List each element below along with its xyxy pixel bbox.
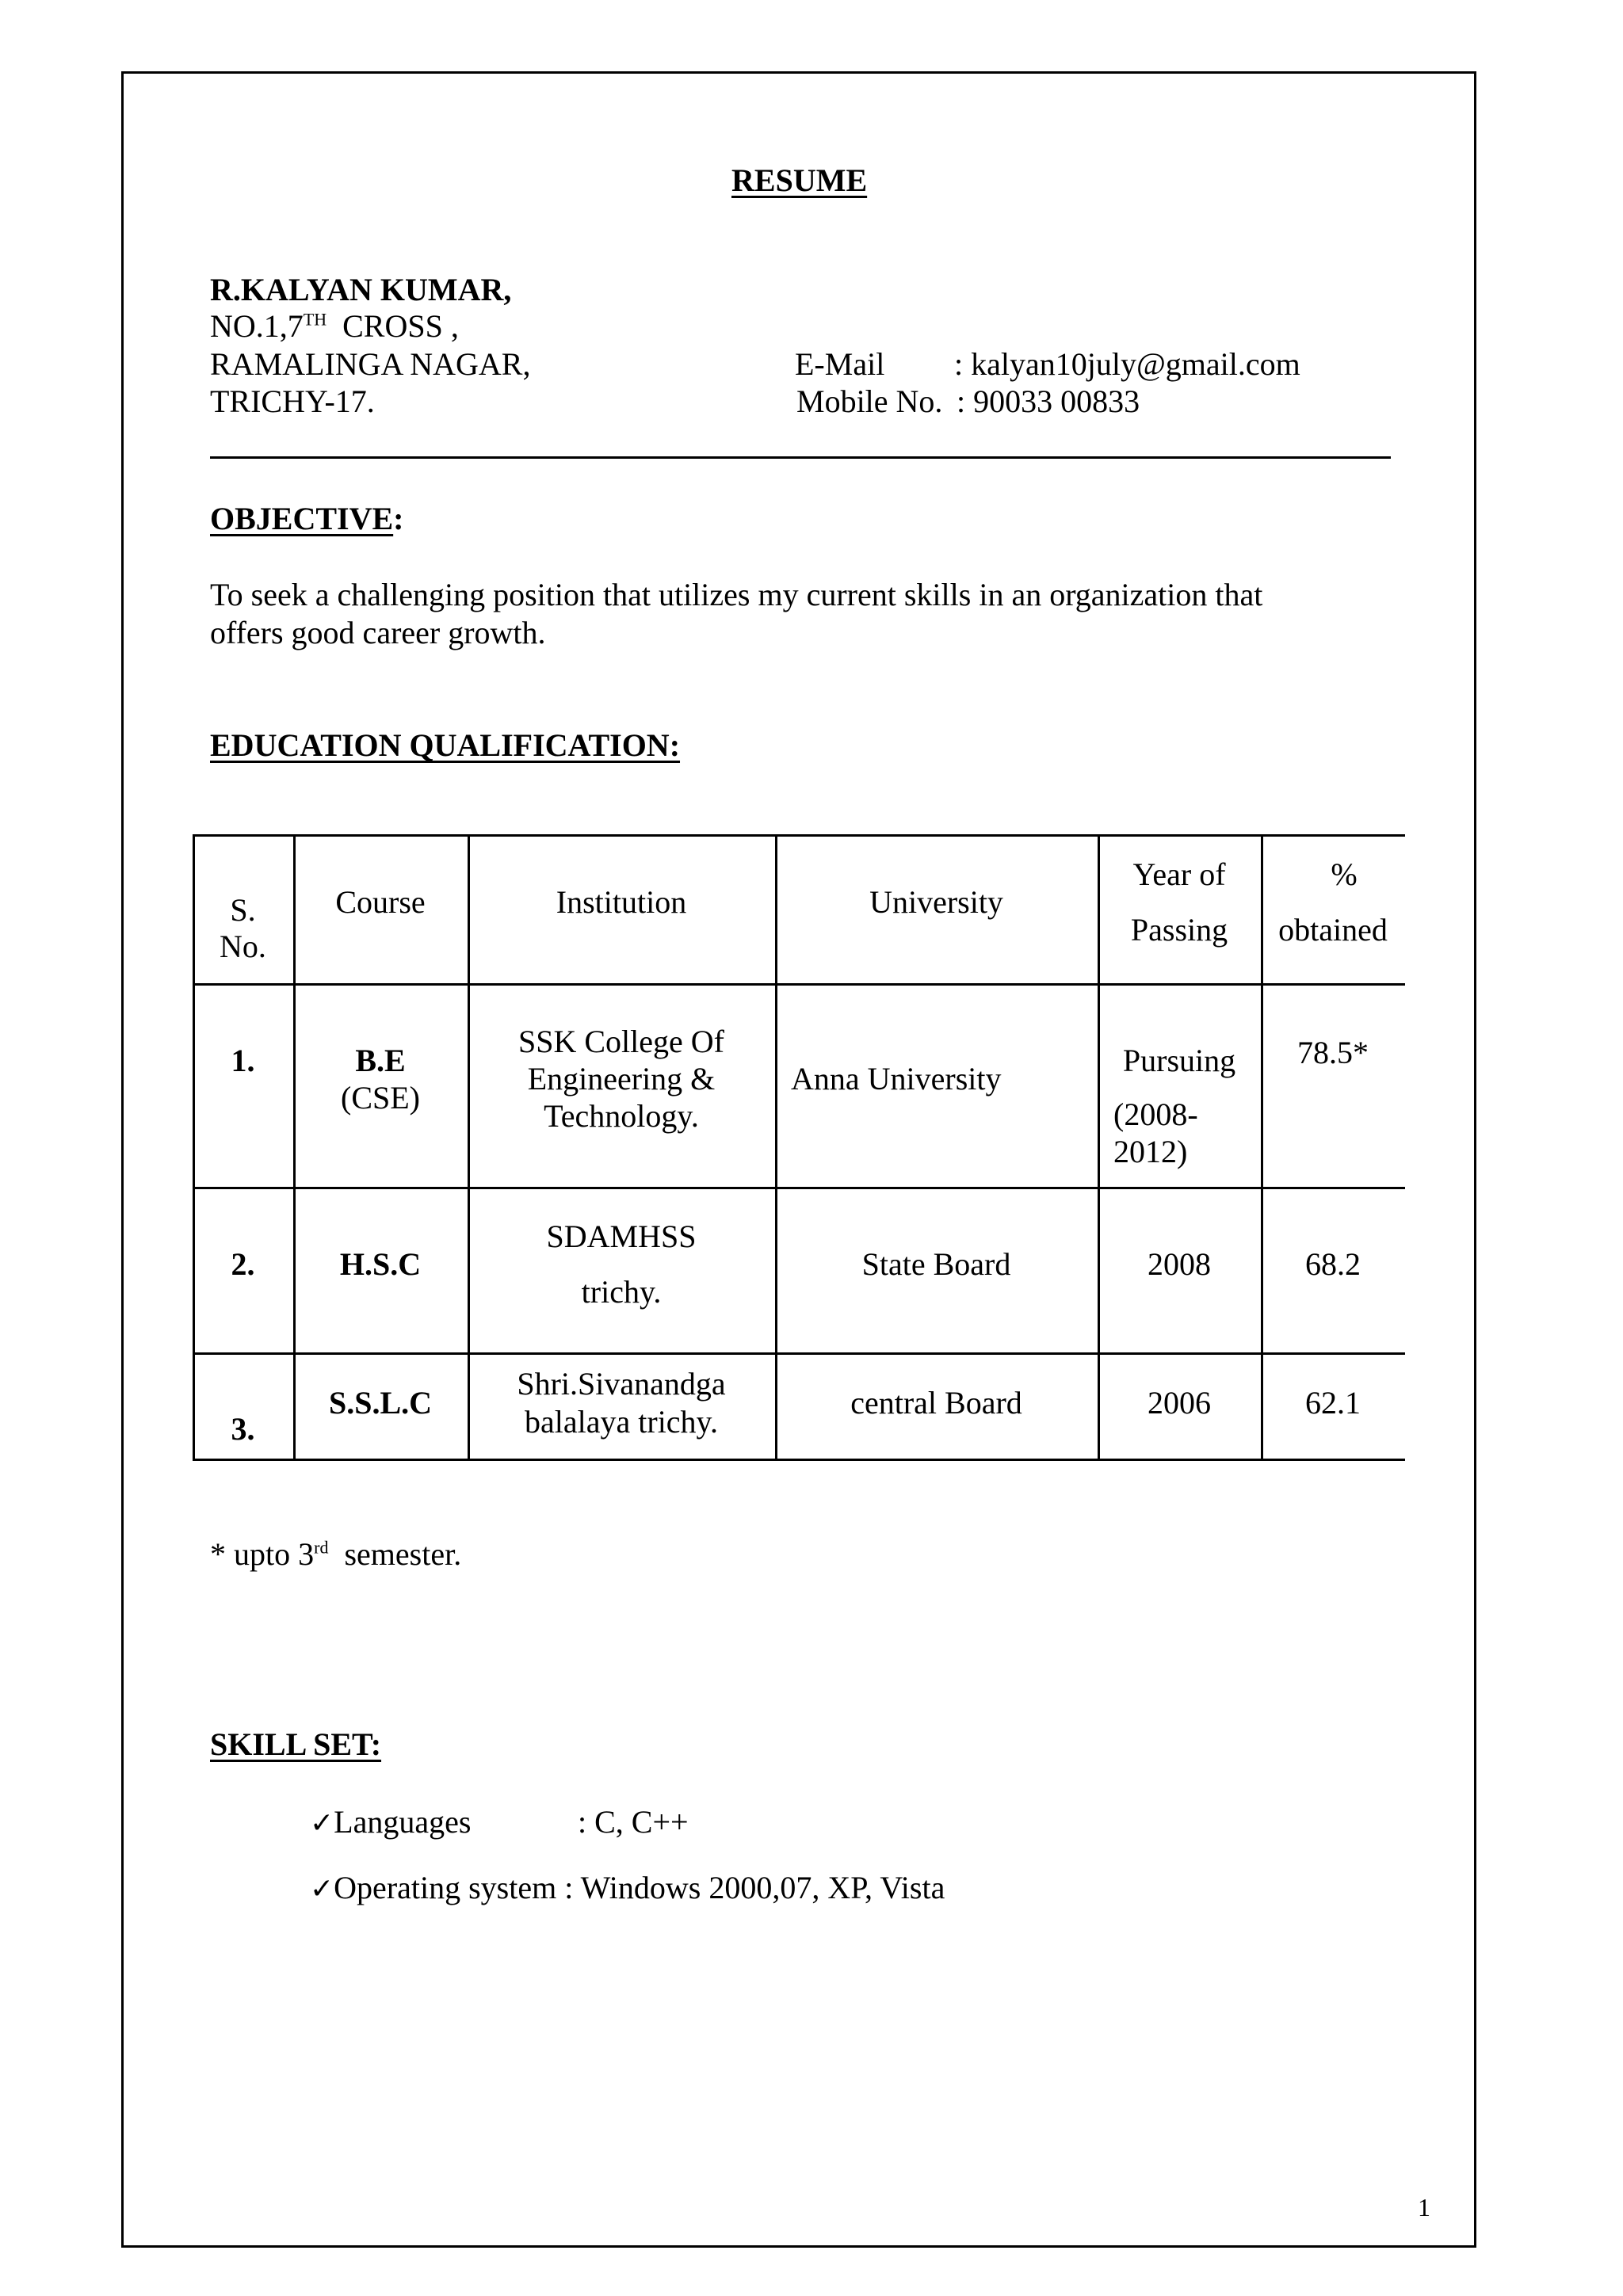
candidate-name: R.KALYAN KUMAR,: [210, 272, 512, 307]
footnote-sup: rd: [314, 1537, 329, 1558]
address-line-1-sup: TH: [303, 309, 327, 330]
header-pct-2: obtained: [1278, 912, 1388, 948]
table-rule: [775, 834, 777, 1461]
skill-label: Languages: [334, 1804, 472, 1840]
row-3-institution-2: balalaya trichy.: [525, 1404, 718, 1440]
header-sno-1: S.: [230, 892, 256, 928]
education-heading: EDUCATION QUALIFICATION:: [210, 727, 681, 763]
footnote-post: semester.: [328, 1536, 462, 1572]
objective-heading-text: OBJECTIVE: [210, 501, 394, 536]
table-footnote: [210, 1535, 461, 1573]
objective-line-2: offers good career growth.: [210, 615, 546, 650]
skill-item: [310, 1869, 945, 1909]
header-year-2: Passing: [1130, 912, 1228, 948]
table-rule: [193, 1187, 1405, 1189]
row-1-year-3: 2012): [1113, 1134, 1188, 1169]
address-line-1: [210, 307, 459, 345]
row-2-sno: 2.: [231, 1246, 255, 1282]
row-1-course: B.E: [355, 1043, 406, 1078]
skill-label: Operating system: [334, 1870, 557, 1905]
check-icon: ✓: [310, 1807, 334, 1840]
row-3-percent: 62.1: [1305, 1385, 1361, 1421]
row-1-institution-3: Technology.: [544, 1098, 699, 1134]
header-institution: Institution: [556, 884, 687, 920]
mobile-value: : 90033 00833: [957, 383, 1140, 419]
check-icon: ✓: [310, 1873, 334, 1905]
header-divider: [210, 456, 1391, 459]
footnote-pre: * upto 3: [210, 1536, 315, 1572]
mobile-label: Mobile No.: [796, 383, 943, 419]
objective-heading-colon: :: [393, 501, 404, 536]
row-2-institution-1: SDAMHSS: [546, 1219, 697, 1254]
skill-item: [310, 1803, 471, 1843]
objective-line-1: To seek a challenging position that utilizes my current skills in an organization that: [210, 577, 1263, 612]
row-1-year-1: Pursuing: [1122, 1043, 1236, 1078]
skill-value: : Windows 2000,07, XP, Vista: [564, 1870, 945, 1905]
row-3-course: S.S.L.C: [328, 1385, 433, 1421]
header-sno-2: No.: [220, 929, 266, 964]
row-1-institution-1: SSK College Of: [518, 1024, 724, 1059]
email-value: : kalyan10july@gmail.com: [954, 346, 1300, 382]
table-rule: [193, 1352, 1405, 1355]
address-line-3: TRICHY-17.: [210, 383, 375, 419]
table-rule: [293, 834, 296, 1461]
row-2-institution-2: trichy.: [581, 1274, 662, 1310]
row-1-percent: 78.5*: [1297, 1035, 1369, 1070]
row-3-institution-1: Shri.Sivanandga: [517, 1366, 726, 1402]
row-3-university: central Board: [850, 1385, 1022, 1421]
row-1-course-sub: (CSE): [341, 1080, 420, 1116]
objective-heading: [210, 500, 404, 538]
skill-value: : C, C++: [578, 1804, 689, 1840]
row-2-year: 2008: [1148, 1246, 1211, 1282]
table-rule: [193, 834, 1405, 837]
row-1-sno: 1.: [231, 1043, 255, 1078]
row-1-institution-2: Engineering &: [527, 1061, 716, 1097]
table-rule: [193, 983, 1405, 986]
email-label: E-Mail: [795, 346, 885, 382]
row-1-university: Anna University: [791, 1061, 1002, 1097]
row-3-sno: 3.: [231, 1411, 255, 1447]
skills-heading: SKILL SET:: [210, 1726, 382, 1762]
address-line-1-pre: NO.1,7: [210, 308, 304, 344]
header-year-1: Year of: [1132, 856, 1226, 892]
resume-title: RESUME: [731, 162, 868, 198]
row-2-course: H.S.C: [339, 1246, 422, 1282]
row-1-year-2: (2008-: [1113, 1097, 1198, 1132]
row-3-year: 2006: [1148, 1385, 1211, 1421]
page-number: 1: [1418, 2193, 1430, 2222]
row-2-university: State Board: [861, 1246, 1011, 1282]
row-2-percent: 68.2: [1305, 1246, 1361, 1282]
education-table: [193, 834, 1405, 1461]
header-university: University: [869, 884, 1003, 920]
address-line-2: RAMALINGA NAGAR,: [210, 346, 531, 382]
header-course: Course: [335, 884, 426, 920]
table-rule: [193, 1459, 1405, 1461]
address-line-1-post: CROSS ,: [327, 308, 459, 344]
header-pct-1: %: [1331, 856, 1358, 892]
